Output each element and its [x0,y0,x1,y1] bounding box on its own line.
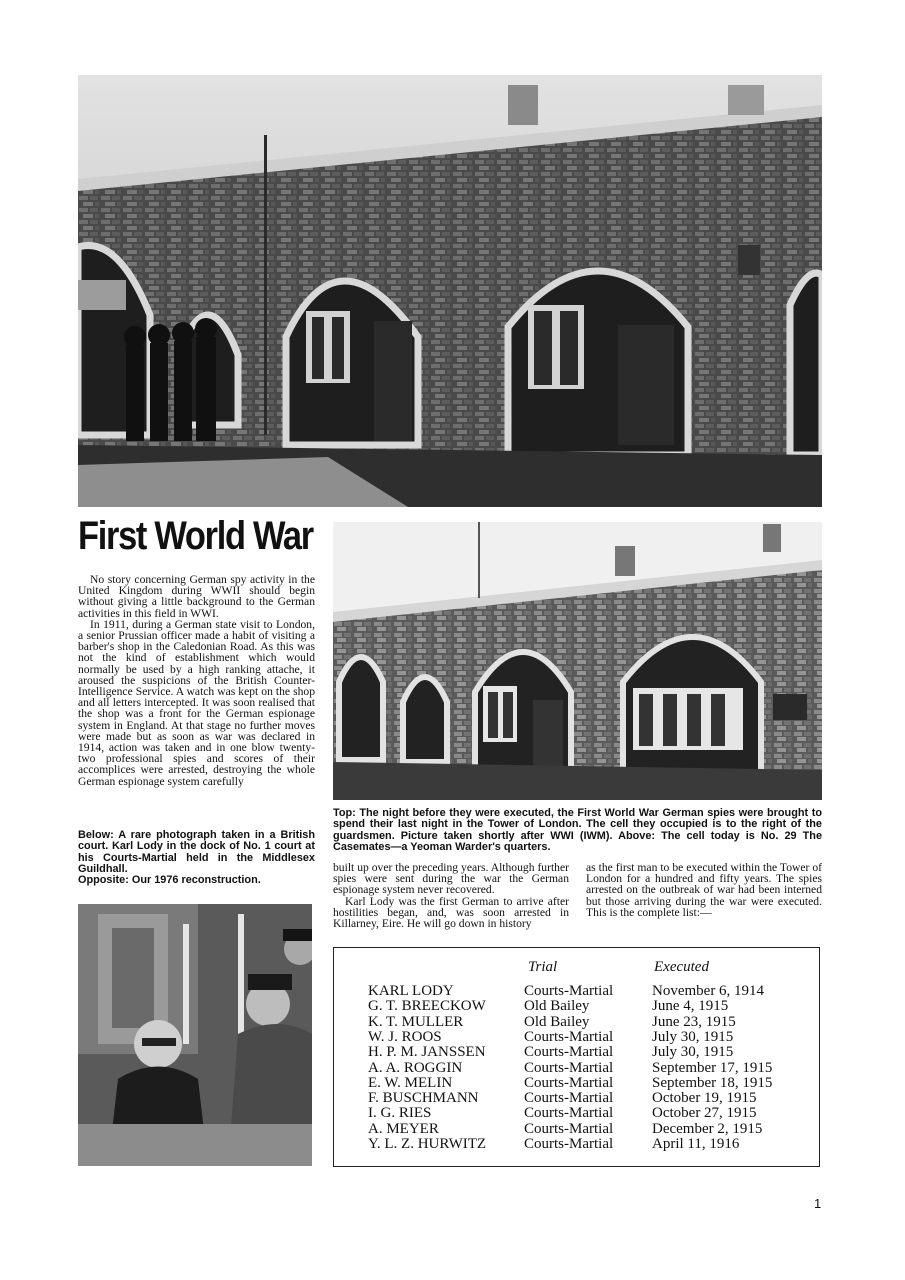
caption-top: Top: The night before they were executed, the First World War German spies were brought to spend their last night in the Tower of London. The cell they occupied is to the right of the guardsmen. Picture taken shortly after WWI (IWM). Above: The cell today is No. 29 The Casemates—a Yeoman Warder's quarters. [333,807,822,853]
paragraph: as the first man to be executed within the Tower of London for a hundred and fifty years. The spies arrested on the outbreak of war had been interned but those arriving during the war were executed. This is the complete list:— [586,861,822,919]
spy-name: G. T. BREECKOW [368,998,486,1015]
court-dock-photo [78,904,312,1166]
execution-date: October 27, 1915 [652,1105,757,1122]
paragraph: built up over the preceding years. Although further spies were sent during the war the German espionage system never recovered. [333,861,569,897]
spy-name: Y. L. Z. HURWITZ [368,1136,487,1152]
spy-name: E. W. MELIN [368,1074,453,1091]
spy-name: W. J. ROOS [368,1028,442,1045]
caption-top-photo [333,808,822,853]
page-number: 1 [814,1196,822,1211]
spy-name: KARL LODY [368,983,454,999]
trial-court: Courts-Martial [524,983,614,999]
execution-date: June 4, 1915 [652,998,729,1015]
trial-court: Old Bailey [524,998,590,1015]
paragraph: Karl Lody was the first German to arrive after hostilities began, and, was soon arrested in Killarney, Eire. He will go down in history [333,894,569,931]
execution-date: October 19, 1915 [652,1090,757,1107]
spy-name: K. T. MULLER [368,1013,464,1030]
table-row [334,1105,819,1121]
trial-court: Courts-Martial [524,1090,614,1107]
table-row [334,1075,819,1091]
table-row [334,983,819,999]
execution-date: December 2, 1915 [652,1120,763,1137]
casemates-guardsmen-photo [78,75,822,507]
table-row [334,1014,819,1030]
table-row [334,1060,819,1076]
spy-name: I. G. RIES [368,1105,432,1122]
execution-date: September 18, 1915 [652,1074,773,1091]
table-row [334,1136,819,1152]
paragraph: In 1911, during a German state visit to London, a senior Prussian officer made a habit of visiting a barber's shop in the Caledonian Road. As this was not the kind of establishment which would normally be used by a high ranking attache, it aroused the suspicions of the British Counter-Intelligence Service. A watch was kept on the shop and all letters intercepted. It was soon realised that the shop was a front for the German espionage system in England. At that stage no further moves were made but as soon as war was declared in 1914, action was taken and in one blow twenty-two professional spies and scores of their accomplices were arrested, destroying the whole German espionage system carefully [78,617,315,788]
trial-court: Courts-Martial [524,1044,614,1061]
execution-date: November 6, 1914 [652,983,765,999]
casemates-today-photo [333,522,822,800]
caption-below: Below: A rare photograph taken in a British court. Karl Lody in the dock of No. 1 court at his Courts-Martial held in the Middlesex Guildhall. [78,829,315,875]
trial-court: Courts-Martial [524,1074,614,1091]
table-row [334,1029,819,1045]
table-row [334,1121,819,1137]
table-row [334,1090,819,1106]
caption-court-photo [78,830,315,886]
trial-court: Courts-Martial [524,1059,614,1076]
spy-name: F. BUSCHMANN [368,1090,479,1107]
body-left-column [78,574,315,787]
body-mid-column [333,862,569,929]
spy-name: A. A. ROGGIN [368,1059,463,1076]
table-header [334,959,819,975]
spy-name: A. MEYER [368,1120,439,1137]
trial-court: Courts-Martial [524,1105,614,1122]
header-executed: Executed [654,959,709,975]
header-trial: Trial [528,959,558,975]
execution-date: April 11, 1916 [652,1136,740,1152]
spy-name: H. P. M. JANSSEN [368,1044,486,1061]
caption-opposite: Opposite: Our 1976 reconstruction. [78,874,261,887]
execution-date: June 23, 1915 [652,1013,736,1030]
execution-date: July 30, 1915 [652,1044,734,1061]
body-right-column [586,862,822,918]
execution-list-table [333,947,820,1167]
trial-court: Courts-Martial [524,1028,614,1045]
trial-court: Old Bailey [524,1013,590,1030]
execution-date: July 30, 1915 [652,1028,734,1045]
page-title: First World War [78,514,313,558]
trial-court: Courts-Martial [524,1120,614,1137]
execution-date: September 17, 1915 [652,1059,773,1076]
table-row [334,1044,819,1060]
table-row [334,998,819,1014]
trial-court: Courts-Martial [524,1136,614,1152]
paragraph: No story concerning German spy activity in the United Kingdom during WWII should begin without giving a little background to the German activities in this field in WWI. [78,573,315,620]
